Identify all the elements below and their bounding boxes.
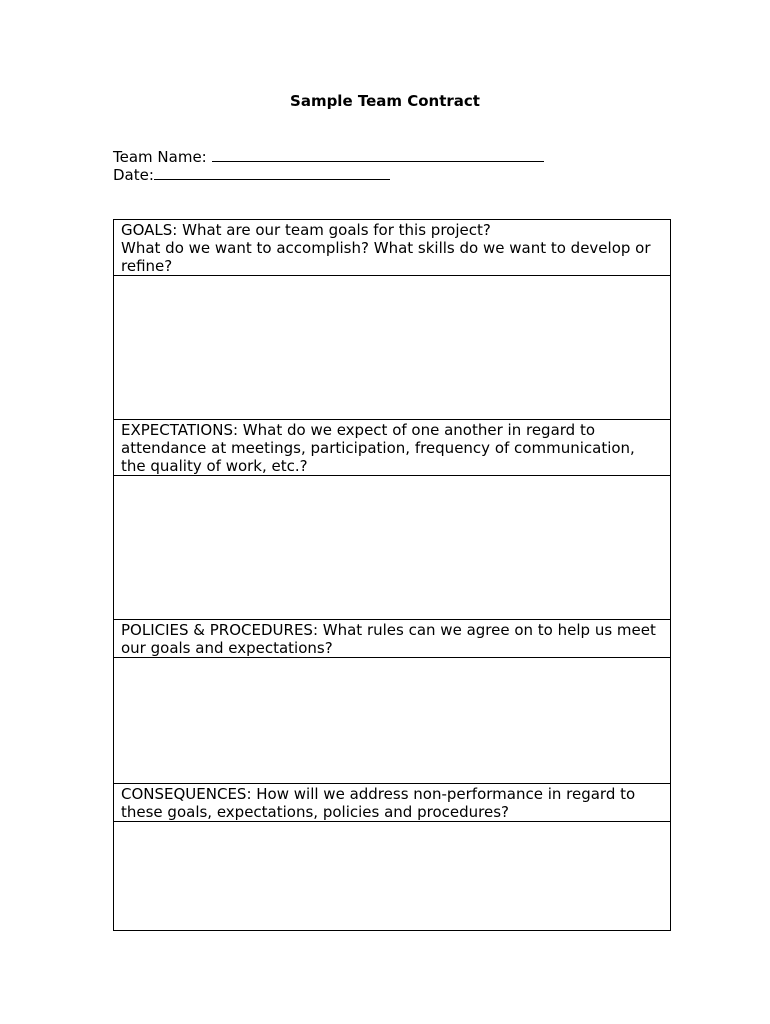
team-name-label: Team Name: xyxy=(113,148,207,166)
section-consequences xyxy=(114,784,670,930)
goals-heading xyxy=(114,220,670,275)
goals-heading-line2: What do we want to accomplish? What skills do we want to develop or refine? xyxy=(121,239,651,275)
document-title: Sample Team Contract xyxy=(290,92,480,110)
section-goals xyxy=(114,220,670,420)
policies-heading: POLICIES & PROCEDURES: What rules can we agree on to help us meet our goals and expectations? xyxy=(121,621,656,657)
date-field xyxy=(113,165,390,184)
expectations-heading: EXPECTATIONS: What do we expect of one another in regard to attendance at meetings, participation, frequency of communication, the quality of work, etc.? xyxy=(121,421,635,475)
contract-table xyxy=(113,219,671,931)
date-label: Date: xyxy=(113,166,154,184)
expectations-response-area[interactable] xyxy=(114,475,670,620)
goals-response-area[interactable] xyxy=(114,275,670,420)
section-expectations xyxy=(114,420,670,620)
policies-response-area[interactable] xyxy=(114,657,670,784)
consequences-heading: CONSEQUENCES: How will we address non-performance in regard to these goals, expectations, policies and procedures? xyxy=(121,785,636,821)
team-name-field xyxy=(113,147,544,166)
team-name-blank[interactable] xyxy=(212,147,544,162)
consequences-response-area[interactable] xyxy=(114,821,670,930)
goals-heading-line1: GOALS: What are our team goals for this project? xyxy=(121,221,491,239)
date-blank[interactable] xyxy=(154,165,390,180)
section-policies xyxy=(114,620,670,784)
